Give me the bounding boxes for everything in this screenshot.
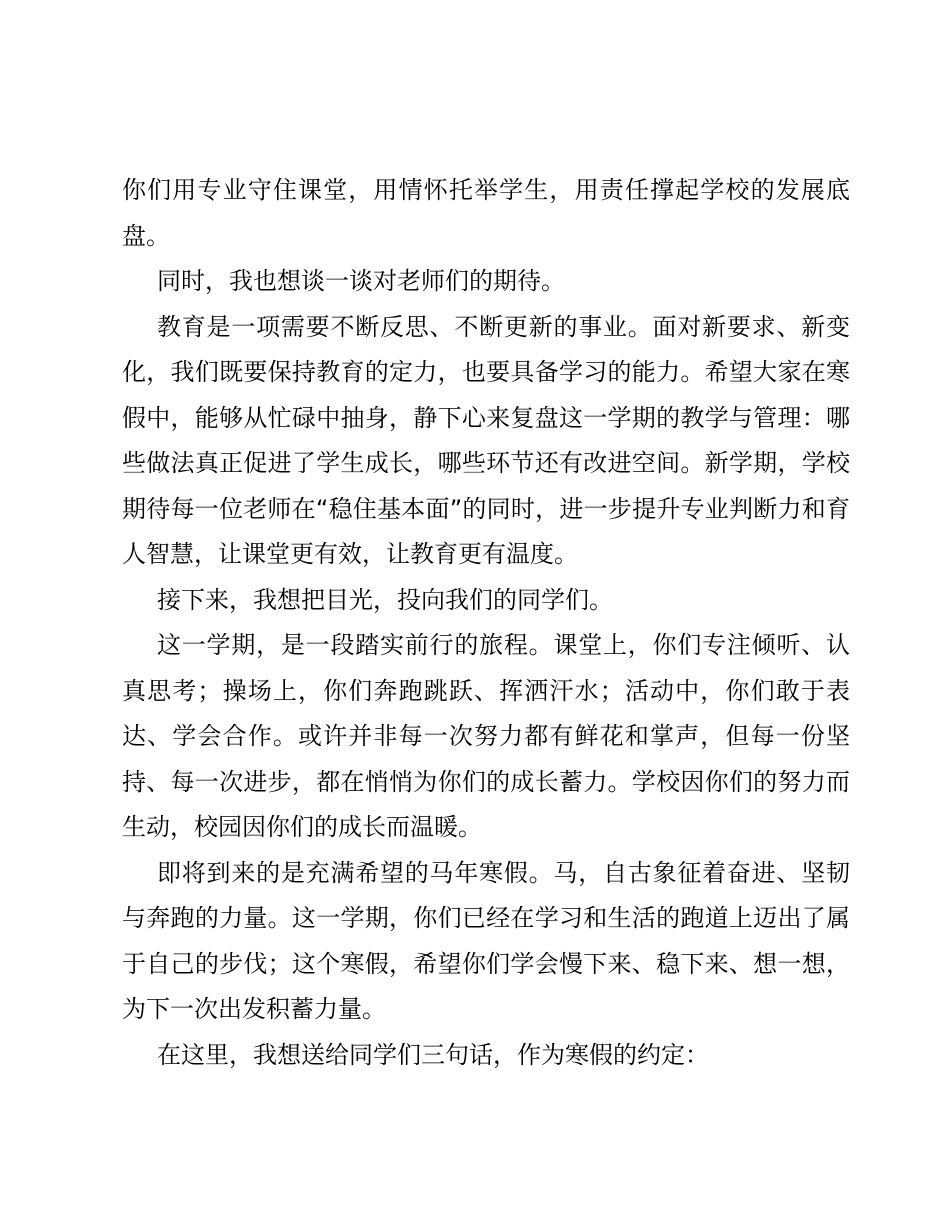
paragraph: 即将到来的是充满希望的马年寒假。马，自古象征着奋进、坚韧与奔跑的力量。这一学期，你们已经在学习和生活的跑道上迈出了属于自己的步伐；这个寒假，希望你们学会慢下来、稳下来、想一想，为下一次出发积蓄力量。 — [122, 858, 850, 1023]
document-body — [122, 168, 850, 1078]
paragraph: 接下来，我想把目光，投向我们的同学们。 — [157, 585, 613, 614]
paragraph: 教育是一项需要不断反思、不断更新的事业。面对新要求、新变化，我们既要保持教育的定力，也要具备学习的能力。希望大家在寒假中，能够从忙碌中抽身，静下心来复盘这一学期的教学与管理：哪些做法真正促进了学生成长，哪些环节还有改进空间。新学期，学校期待每一位老师在“稳住基本面”的同时，进一步提升专业判断力和育人智慧，让课堂更有效，让教育更有温度。 — [122, 312, 850, 568]
paragraph: 在这里，我想送给同学们三句话，作为寒假的约定： — [157, 1040, 709, 1069]
paragraph-continuation: 你们用专业守住课堂，用情怀托举学生，用责任撑起学校的发展底盘。 — [122, 176, 850, 250]
paragraph: 同时，我也想谈一谈对老师们的期待。 — [157, 267, 565, 295]
paragraph: 这一学期，是一段踏实前行的旅程。课堂上，你们专注倾听、认真思考；操场上，你们奔跑跳跃、挥洒汗水；活动中，你们敢于表达、学会合作。或许并非每一次努力都有鲜花和掌声，但每一份坚持、每一次进步，都在悄悄为你们的成长蓄力。学校因你们的努力而生动，校园因你们的成长而温暖。 — [122, 631, 850, 841]
